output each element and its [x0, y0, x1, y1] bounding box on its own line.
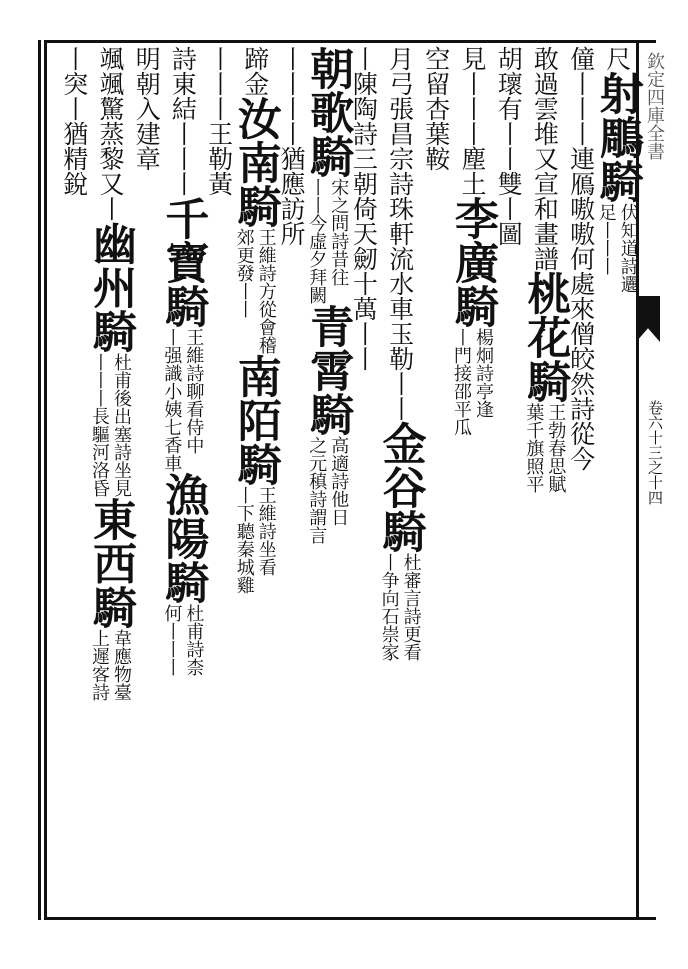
- body-text: 月弓張昌宗詩珠軒流水車玉勒丨丨: [385, 46, 415, 421]
- annotation-note: [306, 436, 348, 544]
- annotation-note: [596, 203, 638, 293]
- annotation-line: 杜甫後出塞詩坐見: [111, 353, 132, 497]
- entry-heading: 青霄騎: [302, 304, 354, 436]
- annotation-line: 杜審言詩更看: [400, 553, 422, 661]
- body-text: 颯颯驚蒸黎又丨: [96, 46, 125, 221]
- entry-heading: 金谷騎: [374, 421, 426, 553]
- annotation-line: 王維詩方從會稽: [255, 228, 277, 354]
- annotation-note: [89, 353, 131, 497]
- text-column: [229, 46, 281, 916]
- text-column: [302, 46, 354, 916]
- entry-heading: 幽州騎: [85, 221, 136, 353]
- annotation-line: 王維詩聊看侍中: [183, 328, 205, 454]
- annotation-note: [161, 328, 203, 472]
- annotation-line: 丨丨今虛夕拜闕: [306, 178, 328, 304]
- entry-heading: 南陌騎: [229, 354, 281, 486]
- text-column: [157, 46, 209, 916]
- annotation-line: 足丨丨丨: [595, 203, 617, 275]
- annotation-line: 王勃春思賦: [545, 403, 567, 493]
- body-text: 丨陳陶詩三朝倚天劒十萬丨丨: [349, 46, 379, 371]
- annotation-line: 楊炯詩亭逢: [473, 328, 494, 418]
- margin-volume-number: 卷六十三之十四: [646, 400, 664, 505]
- entry-heading: 朝歌騎: [302, 46, 354, 178]
- text-column: [447, 46, 498, 916]
- annotation-note: [89, 629, 131, 701]
- entry-heading: 東西騎: [85, 497, 136, 629]
- annotation-note: [451, 328, 493, 436]
- body-text: 空留杏葉鞍: [421, 46, 451, 171]
- annotation-line: 郊更發丨丨: [233, 228, 255, 318]
- body-text: 尺: [602, 46, 632, 71]
- body-text: 丨丨丨王勒黃: [204, 46, 234, 196]
- frame-left-rule: [38, 40, 41, 920]
- entry-heading: 李廣騎: [447, 196, 498, 328]
- annotation-note: [379, 553, 421, 661]
- annotation-note: [234, 486, 276, 594]
- annotation-line: 之元稹詩謂言: [306, 436, 328, 544]
- annotation-line: 丨强識小姨七香車: [161, 328, 183, 472]
- text-column: [519, 46, 571, 916]
- body-text: 胡瓌有丨丨雙丨圖: [494, 46, 524, 246]
- body-text: 敢過雲堆又宣和畫譜: [530, 46, 560, 271]
- annotation-line: 伏知道詩邐: [617, 203, 639, 293]
- entry-heading: 汝南騎: [229, 96, 281, 228]
- text-column: [487, 46, 529, 916]
- annotation-line: 葉千旗照平: [523, 403, 545, 493]
- annotation-line: 高適詩他日: [328, 436, 350, 526]
- annotation-line: 丨下聽秦城雞: [233, 486, 255, 594]
- text-column: [374, 46, 426, 916]
- annotation-note: [161, 604, 203, 676]
- margin-book-title: 欽定四庫全書: [644, 52, 665, 160]
- annotation-line: 上遲客詩: [89, 629, 110, 701]
- annotation-line: 王維詩坐看: [255, 486, 277, 576]
- entry-heading: 桃花騎: [519, 271, 571, 403]
- annotation-line: 杜甫詩柰: [183, 604, 205, 676]
- annotation-note: [234, 228, 276, 354]
- body-text: 明朝入建章: [132, 46, 162, 171]
- text-column: [591, 46, 643, 916]
- body-text: 僮丨丨丨連鴈嗷嗷何處來僧皎然詩從今: [566, 46, 596, 471]
- annotation-line: 何丨丨丨: [161, 604, 183, 676]
- body-text: 見丨丨丨塵土: [458, 46, 487, 196]
- body-text: 蹄金: [240, 46, 270, 96]
- entry-heading: 漁陽騎: [157, 472, 209, 604]
- annotation-line: 丨門接邵平瓜: [451, 328, 472, 436]
- text-column: [53, 46, 95, 916]
- annotation-note: [306, 178, 348, 304]
- annotation-note: [523, 403, 565, 493]
- annotation-line: 韋應物臺: [111, 629, 132, 701]
- body-text: 詩東結丨丨丨: [168, 46, 198, 196]
- entry-heading: 千寶騎: [157, 196, 209, 328]
- entry-heading: 射鵰騎: [591, 71, 643, 203]
- body-text: 丨丨丨丨猶應訪所: [277, 46, 306, 246]
- text-column: [85, 46, 136, 916]
- annotation-line: 宋之問詩昔往: [328, 178, 350, 286]
- annotation-line: 丨丨丨長驅河洛昏: [89, 353, 110, 497]
- annotation-line: 丨争向石崇家: [378, 553, 400, 661]
- body-text: 丨突丨猶精銳: [59, 46, 89, 196]
